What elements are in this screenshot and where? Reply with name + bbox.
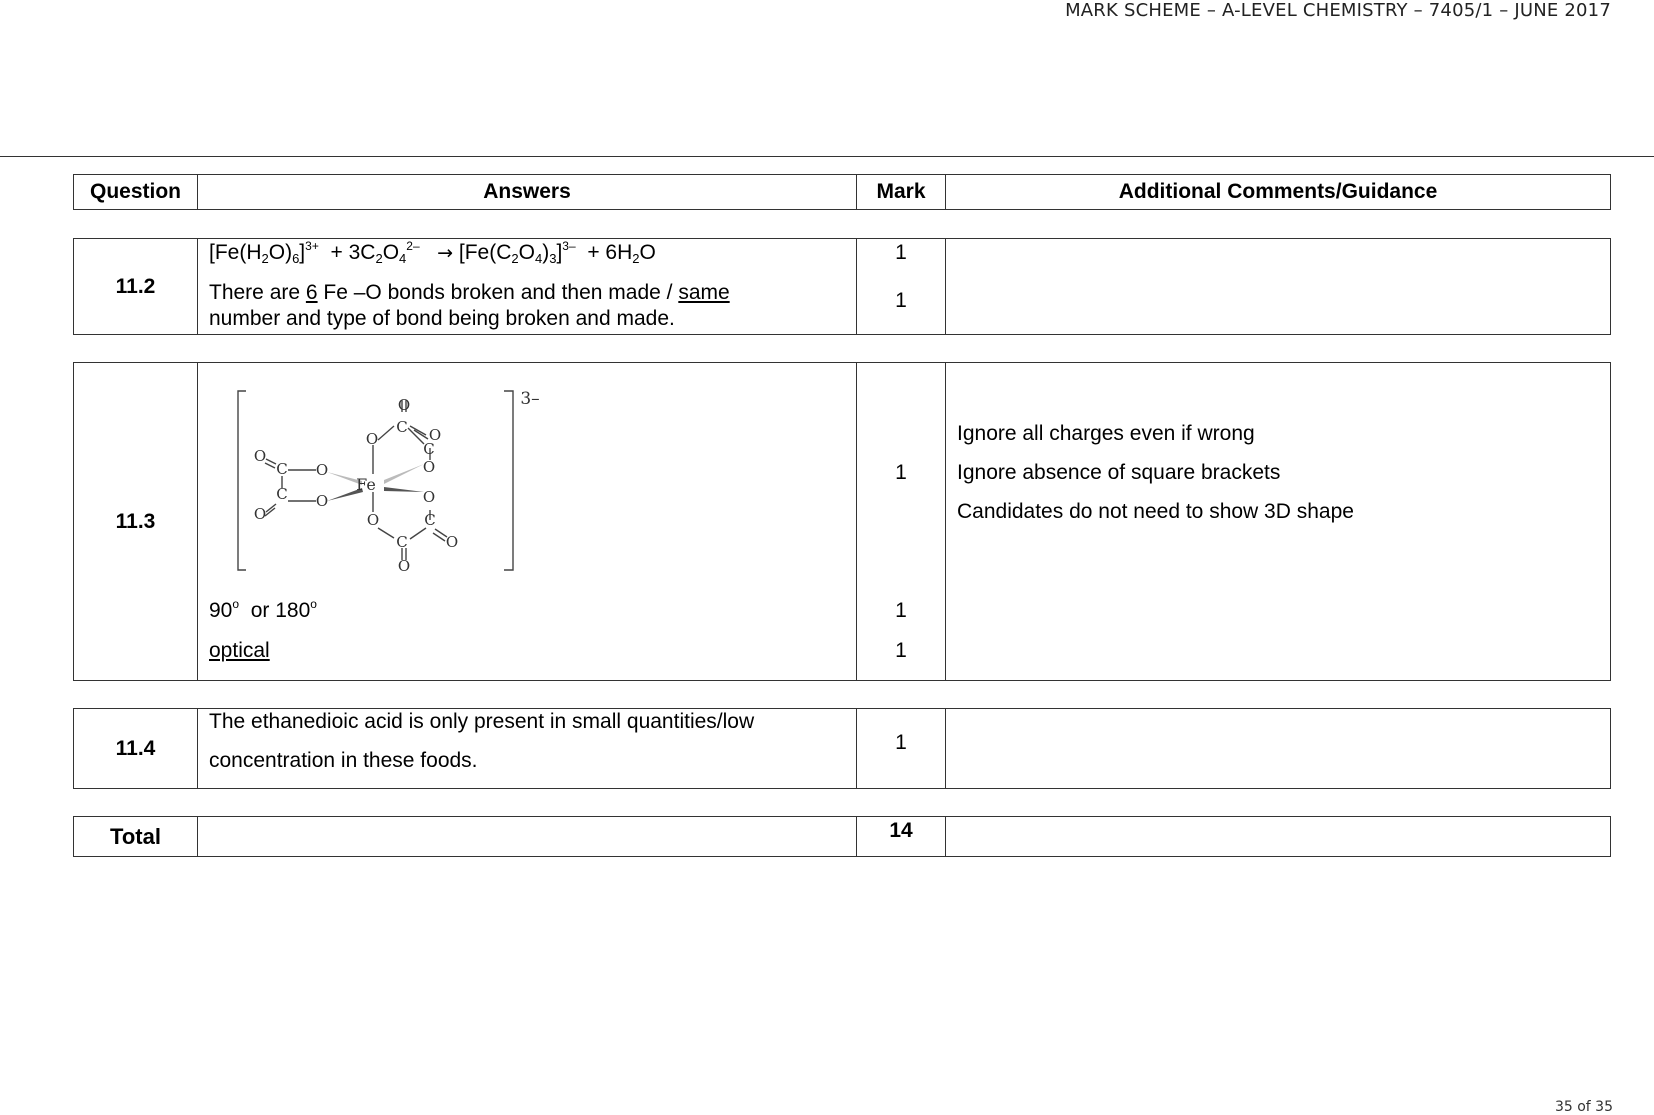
equation: $[Fe(H_2O)_6]^{3+} + 3C_2O_4^{2-}$ → $[Fe(C_2O_4)_3]^{3-} + 6H_2O$	[209, 239, 656, 266]
iron-atom-label: Fe	[356, 475, 376, 494]
question-11-4-table	[73, 708, 1611, 789]
question-11-3-table	[73, 362, 1611, 681]
mark-value: 1	[895, 639, 907, 662]
carbon-atom-label: C	[276, 460, 288, 478]
mark-value: 1	[895, 599, 907, 622]
column-header-comments: Additional Comments/Guidance	[946, 175, 1611, 210]
oxygen-atom-label: O	[366, 511, 380, 529]
oxygen-atom-label: O	[397, 557, 411, 573]
guidance-comment: Ignore all charges even if wrong	[957, 422, 1255, 445]
mark-scheme-header-table	[73, 174, 1611, 210]
mark-cell	[857, 709, 946, 789]
oxygen-atom-label: O	[428, 426, 442, 444]
guidance-comment: Ignore absence of square brackets	[957, 461, 1281, 484]
oxygen-atom-label: O	[422, 488, 436, 506]
answer-cell	[198, 817, 857, 857]
header-divider	[0, 156, 1654, 157]
right-bracket	[504, 391, 513, 570]
carbon-atom-label: C	[396, 418, 408, 436]
question-number: 11.2	[74, 239, 198, 335]
answer-line: concentration in these foods.	[209, 749, 478, 772]
answer-cell	[198, 239, 857, 335]
answer-cell	[198, 709, 857, 789]
comments-cell	[946, 817, 1611, 857]
mark-cell	[857, 363, 946, 681]
total-label: Total	[74, 817, 198, 857]
page-number: 35 of 35	[1554, 1099, 1613, 1115]
question-number: 11.3	[74, 363, 198, 681]
mark-value: 1	[895, 241, 907, 264]
mark-value: 1	[895, 289, 907, 312]
oxygen-atom-label: O	[422, 458, 436, 476]
oxygen-atom-label: O	[253, 505, 267, 523]
carbon-atom-label: C	[424, 511, 436, 529]
iron-oxalate-complex-structure	[232, 388, 562, 573]
total-table	[73, 816, 1611, 857]
explanation-line-2: number and type of bond being broken and made.	[209, 307, 675, 330]
complex-charge-label: 3–	[520, 389, 540, 409]
column-header-answers: Answers	[198, 175, 857, 210]
total-mark: 14	[857, 817, 946, 857]
isomerism-answer: optical	[209, 639, 270, 662]
oxygen-atom-label: O	[397, 396, 411, 414]
carbon-atom-label: C	[396, 533, 408, 551]
column-header-mark: Mark	[857, 175, 946, 210]
oxygen-atom-label: O	[315, 492, 329, 510]
reaction-arrow-icon: →	[437, 242, 454, 264]
answer-line: The ethanedioic acid is only present in small quantities/low	[209, 710, 755, 733]
column-header-question: Question	[74, 175, 198, 210]
question-11-2-table	[73, 238, 1611, 335]
comments-cell	[946, 363, 1611, 681]
guidance-comment: Candidates do not need to show 3D shape	[957, 500, 1354, 523]
comments-cell	[946, 239, 1611, 335]
answer-cell	[198, 363, 857, 681]
oxygen-atom-label: O	[315, 461, 329, 479]
mark-value: 1	[895, 731, 907, 754]
left-bracket	[238, 391, 246, 570]
oxygen-atom-label: O	[445, 533, 459, 551]
carbon-atom-label: C	[423, 440, 435, 458]
page-header-title: MARK SCHEME – A-LEVEL CHEMISTRY – 7405/1 – JUNE 2017	[1065, 0, 1611, 21]
explanation-line-1: There are 6 Fe –O bonds broken and then made / same	[209, 281, 730, 304]
bond-angle-answer: 90$^o$ or 180$^o$	[209, 597, 317, 622]
oxygen-atom-label: O	[253, 447, 267, 465]
comments-cell	[946, 709, 1611, 789]
carbon-atom-label: C	[276, 485, 288, 503]
question-number: 11.4	[74, 709, 198, 789]
mark-value: 1	[895, 461, 907, 484]
oxygen-atom-label: O	[365, 430, 379, 448]
mark-cell	[857, 239, 946, 335]
